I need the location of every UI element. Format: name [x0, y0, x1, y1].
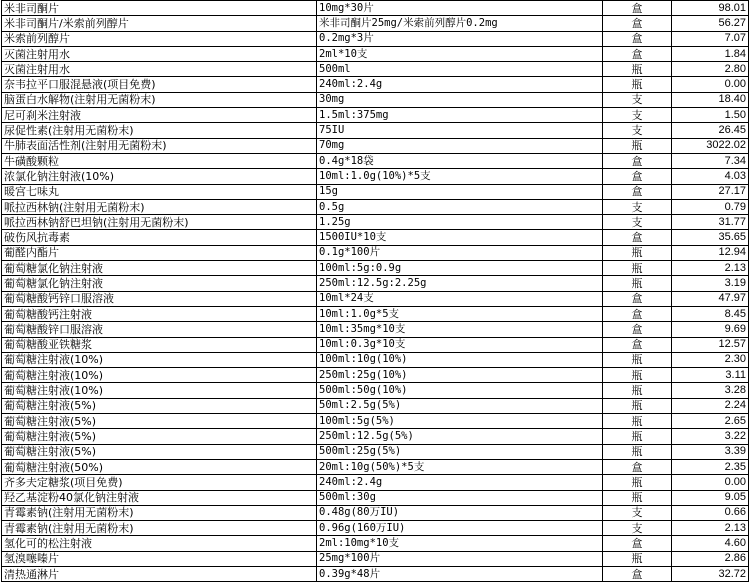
- drug-name-cell: 葡萄糖注射液(10%): [2, 383, 317, 398]
- spec-cell: 100ml:10g(10%): [317, 352, 603, 367]
- drug-name-cell: 葡萄糖注射液(5%): [2, 398, 317, 413]
- drug-name-cell: 葡萄糖酸钙锌口服溶液: [2, 291, 317, 306]
- table-body: [2, 1, 749, 582]
- table-row: [2, 398, 749, 413]
- table-row: [2, 444, 749, 459]
- drug-name-cell: 奈韦拉平口服混悬液(项目免费): [2, 77, 317, 92]
- spec-cell: 240ml:2.4g: [317, 475, 603, 490]
- price-cell: 2.13: [672, 261, 749, 276]
- drug-name-cell: 葡萄糖氯化钠注射液: [2, 261, 317, 276]
- price-cell: 3.28: [672, 383, 749, 398]
- spec-cell: 1.25g: [317, 215, 603, 230]
- table-row: [2, 414, 749, 429]
- unit-cell: 盒: [603, 153, 672, 168]
- drug-name-cell: 牛肺表面活性剂(注射用无菌粉末): [2, 138, 317, 153]
- spec-cell: 250ml:12.5g(5%): [317, 429, 603, 444]
- spec-cell: 10ml:1.0g*5支: [317, 306, 603, 321]
- spec-cell: 2ml*10支: [317, 46, 603, 61]
- drug-name-cell: 哌拉西林钠(注射用无菌粉末): [2, 199, 317, 214]
- price-cell: 47.97: [672, 291, 749, 306]
- spec-cell: 100ml:5g(5%): [317, 414, 603, 429]
- price-cell: 3.22: [672, 429, 749, 444]
- drug-name-cell: 尼可刹米注射液: [2, 108, 317, 123]
- unit-cell: 瓶: [603, 368, 672, 383]
- table-row: [2, 230, 749, 245]
- price-cell: 1.84: [672, 46, 749, 61]
- unit-cell: 盒: [603, 169, 672, 184]
- price-cell: 56.27: [672, 16, 749, 31]
- table-row: [2, 291, 749, 306]
- price-cell: 2.86: [672, 551, 749, 566]
- table-row: [2, 383, 749, 398]
- price-cell: 1.50: [672, 108, 749, 123]
- price-cell: 0.66: [672, 505, 749, 520]
- price-cell: 2.30: [672, 352, 749, 367]
- table-row: [2, 31, 749, 46]
- table-row: [2, 551, 749, 566]
- spec-cell: 10mg*30片: [317, 1, 603, 16]
- unit-cell: 瓶: [603, 77, 672, 92]
- price-cell: 9.69: [672, 322, 749, 337]
- price-cell: 3.39: [672, 444, 749, 459]
- table-row: [2, 92, 749, 107]
- unit-cell: 支: [603, 123, 672, 138]
- spec-cell: 30mg: [317, 92, 603, 107]
- drug-name-cell: 葡萄糖酸钙注射液: [2, 306, 317, 321]
- drug-name-cell: 葡萄糖酸亚铁糖浆: [2, 337, 317, 352]
- spec-cell: 25mg*100片: [317, 551, 603, 566]
- drug-name-cell: 葡萄糖注射液(50%): [2, 459, 317, 474]
- unit-cell: 瓶: [603, 383, 672, 398]
- drug-name-cell: 齐多夫定糖浆(项目免费): [2, 475, 317, 490]
- price-cell: 8.45: [672, 306, 749, 321]
- drug-name-cell: 米索前列醇片: [2, 31, 317, 46]
- table-row: [2, 1, 749, 16]
- drug-name-cell: 脑蛋白水解物(注射用无菌粉末): [2, 92, 317, 107]
- unit-cell: 支: [603, 199, 672, 214]
- unit-cell: 盒: [603, 184, 672, 199]
- table-row: [2, 459, 749, 474]
- drug-name-cell: 灭菌注射用水: [2, 62, 317, 77]
- price-cell: 9.05: [672, 490, 749, 505]
- table-row: [2, 184, 749, 199]
- price-cell: 3.11: [672, 368, 749, 383]
- table-row: [2, 536, 749, 551]
- spec-cell: 0.1g*100片: [317, 245, 603, 260]
- unit-cell: 盒: [603, 16, 672, 31]
- drug-name-cell: 葡萄糖注射液(10%): [2, 368, 317, 383]
- price-cell: 2.13: [672, 521, 749, 536]
- spec-cell: 250ml:25g(10%): [317, 368, 603, 383]
- table-row: [2, 62, 749, 77]
- price-cell: 27.17: [672, 184, 749, 199]
- drug-name-cell: 葡萄糖注射液(5%): [2, 429, 317, 444]
- spec-cell: 500ml:30g: [317, 490, 603, 505]
- price-cell: 7.07: [672, 31, 749, 46]
- spec-cell: 1500IU*10支: [317, 230, 603, 245]
- drug-name-cell: 米非司酮片/米索前列醇片: [2, 16, 317, 31]
- unit-cell: 瓶: [603, 276, 672, 291]
- price-cell: 26.45: [672, 123, 749, 138]
- spec-cell: 500ml:50g(10%): [317, 383, 603, 398]
- unit-cell: 支: [603, 92, 672, 107]
- unit-cell: 支: [603, 505, 672, 520]
- table-row: [2, 245, 749, 260]
- drug-name-cell: 青霉素钠(注射用无菌粉末): [2, 505, 317, 520]
- unit-cell: 支: [603, 215, 672, 230]
- drug-name-cell: 葡萄糖酸锌口服溶液: [2, 322, 317, 337]
- spec-cell: 75IU: [317, 123, 603, 138]
- table-row: [2, 429, 749, 444]
- table-row: [2, 16, 749, 31]
- table-row: [2, 352, 749, 367]
- price-cell: 2.35: [672, 459, 749, 474]
- spec-cell: 1.5ml:375mg: [317, 108, 603, 123]
- drug-name-cell: 暖宫七味丸: [2, 184, 317, 199]
- drug-name-cell: 牛磺酸颗粒: [2, 153, 317, 168]
- drug-name-cell: 哌拉西林钠舒巴坦钠(注射用无菌粉末): [2, 215, 317, 230]
- unit-cell: 瓶: [603, 352, 672, 367]
- unit-cell: 瓶: [603, 429, 672, 444]
- unit-cell: 瓶: [603, 245, 672, 260]
- table-row: [2, 169, 749, 184]
- price-cell: 4.03: [672, 169, 749, 184]
- spec-cell: 100ml:5g:0.9g: [317, 261, 603, 276]
- spec-cell: 240ml:2.4g: [317, 77, 603, 92]
- unit-cell: 盒: [603, 459, 672, 474]
- price-cell: 2.65: [672, 414, 749, 429]
- table-row: [2, 46, 749, 61]
- unit-cell: 盒: [603, 306, 672, 321]
- table-row: [2, 261, 749, 276]
- table-row: [2, 505, 749, 520]
- spec-cell: 70mg: [317, 138, 603, 153]
- table-row: [2, 475, 749, 490]
- unit-cell: 支: [603, 521, 672, 536]
- table-row: [2, 153, 749, 168]
- price-cell: 12.94: [672, 245, 749, 260]
- drug-name-cell: 葡萄糖注射液(5%): [2, 414, 317, 429]
- unit-cell: 盒: [603, 291, 672, 306]
- price-cell: 0.00: [672, 475, 749, 490]
- price-cell: 3022.02: [672, 138, 749, 153]
- table-row: [2, 337, 749, 352]
- drug-name-cell: 葡萄糖注射液(10%): [2, 352, 317, 367]
- unit-cell: 瓶: [603, 62, 672, 77]
- spec-cell: 10ml:1.0g(10%)*5支: [317, 169, 603, 184]
- drug-name-cell: 米非司酮片: [2, 1, 317, 16]
- table-row: [2, 521, 749, 536]
- spec-cell: 10ml:35mg*10支: [317, 322, 603, 337]
- unit-cell: 盒: [603, 566, 672, 581]
- drug-name-cell: 青霉素钠(注射用无菌粉末): [2, 521, 317, 536]
- drug-name-cell: 葡萄糖注射液(5%): [2, 444, 317, 459]
- spec-cell: 20ml:10g(50%)*5支: [317, 459, 603, 474]
- drug-name-cell: 破伤风抗毒素: [2, 230, 317, 245]
- drug-price-table: [1, 0, 749, 582]
- table-row: [2, 108, 749, 123]
- price-cell: 2.80: [672, 62, 749, 77]
- spec-cell: 15g: [317, 184, 603, 199]
- unit-cell: 盒: [603, 1, 672, 16]
- price-cell: 7.34: [672, 153, 749, 168]
- unit-cell: 盒: [603, 337, 672, 352]
- unit-cell: 盒: [603, 31, 672, 46]
- drug-name-cell: 氢化可的松注射液: [2, 536, 317, 551]
- drug-name-cell: 尿促性素(注射用无菌粉末): [2, 123, 317, 138]
- price-cell: 2.24: [672, 398, 749, 413]
- spec-cell: 500ml: [317, 62, 603, 77]
- price-cell: 12.57: [672, 337, 749, 352]
- spec-cell: 0.48g(80万IU): [317, 505, 603, 520]
- spec-cell: 0.5g: [317, 199, 603, 214]
- unit-cell: 瓶: [603, 490, 672, 505]
- drug-name-cell: 羟乙基淀粉40氯化钠注射液: [2, 490, 317, 505]
- table-row: [2, 138, 749, 153]
- spec-cell: 0.39g*48片: [317, 566, 603, 581]
- price-cell: 4.60: [672, 536, 749, 551]
- price-cell: 18.40: [672, 92, 749, 107]
- spec-cell: 米非司酮片25mg/米索前列醇片0.2mg: [317, 16, 603, 31]
- drug-name-cell: 浓氯化钠注射液(10%): [2, 169, 317, 184]
- spec-cell: 250ml:12.5g:2.25g: [317, 276, 603, 291]
- unit-cell: 支: [603, 108, 672, 123]
- spec-cell: 10ml*24支: [317, 291, 603, 306]
- spec-cell: 0.4g*18袋: [317, 153, 603, 168]
- table-row: [2, 306, 749, 321]
- drug-name-cell: 氢溴噻嗪片: [2, 551, 317, 566]
- unit-cell: 瓶: [603, 475, 672, 490]
- unit-cell: 瓶: [603, 414, 672, 429]
- table-row: [2, 322, 749, 337]
- table-row: [2, 368, 749, 383]
- table-row: [2, 566, 749, 581]
- spec-cell: 2ml:10mg*10支: [317, 536, 603, 551]
- table-row: [2, 490, 749, 505]
- unit-cell: 瓶: [603, 551, 672, 566]
- spec-cell: 50ml:2.5g(5%): [317, 398, 603, 413]
- price-cell: 31.77: [672, 215, 749, 230]
- drug-name-cell: 葡萄糖氯化钠注射液: [2, 276, 317, 291]
- unit-cell: 盒: [603, 322, 672, 337]
- spec-cell: 500ml:25g(5%): [317, 444, 603, 459]
- table-row: [2, 123, 749, 138]
- spec-cell: 0.96g(160万IU): [317, 521, 603, 536]
- drug-name-cell: 葡醛内酯片: [2, 245, 317, 260]
- price-cell: 98.01: [672, 1, 749, 16]
- table-row: [2, 77, 749, 92]
- drug-name-cell: 灭菌注射用水: [2, 46, 317, 61]
- spec-cell: 10ml:0.3g*10支: [317, 337, 603, 352]
- unit-cell: 瓶: [603, 138, 672, 153]
- price-cell: 32.72: [672, 566, 749, 581]
- price-cell: 0.79: [672, 199, 749, 214]
- spec-cell: 0.2mg*3片: [317, 31, 603, 46]
- drug-name-cell: 清热通淋片: [2, 566, 317, 581]
- price-cell: 0.00: [672, 77, 749, 92]
- table-row: [2, 276, 749, 291]
- unit-cell: 盒: [603, 46, 672, 61]
- unit-cell: 瓶: [603, 444, 672, 459]
- unit-cell: 盒: [603, 230, 672, 245]
- unit-cell: 瓶: [603, 398, 672, 413]
- unit-cell: 瓶: [603, 261, 672, 276]
- table-row: [2, 199, 749, 214]
- price-cell: 3.19: [672, 276, 749, 291]
- table-row: [2, 215, 749, 230]
- unit-cell: 盒: [603, 536, 672, 551]
- price-cell: 35.65: [672, 230, 749, 245]
